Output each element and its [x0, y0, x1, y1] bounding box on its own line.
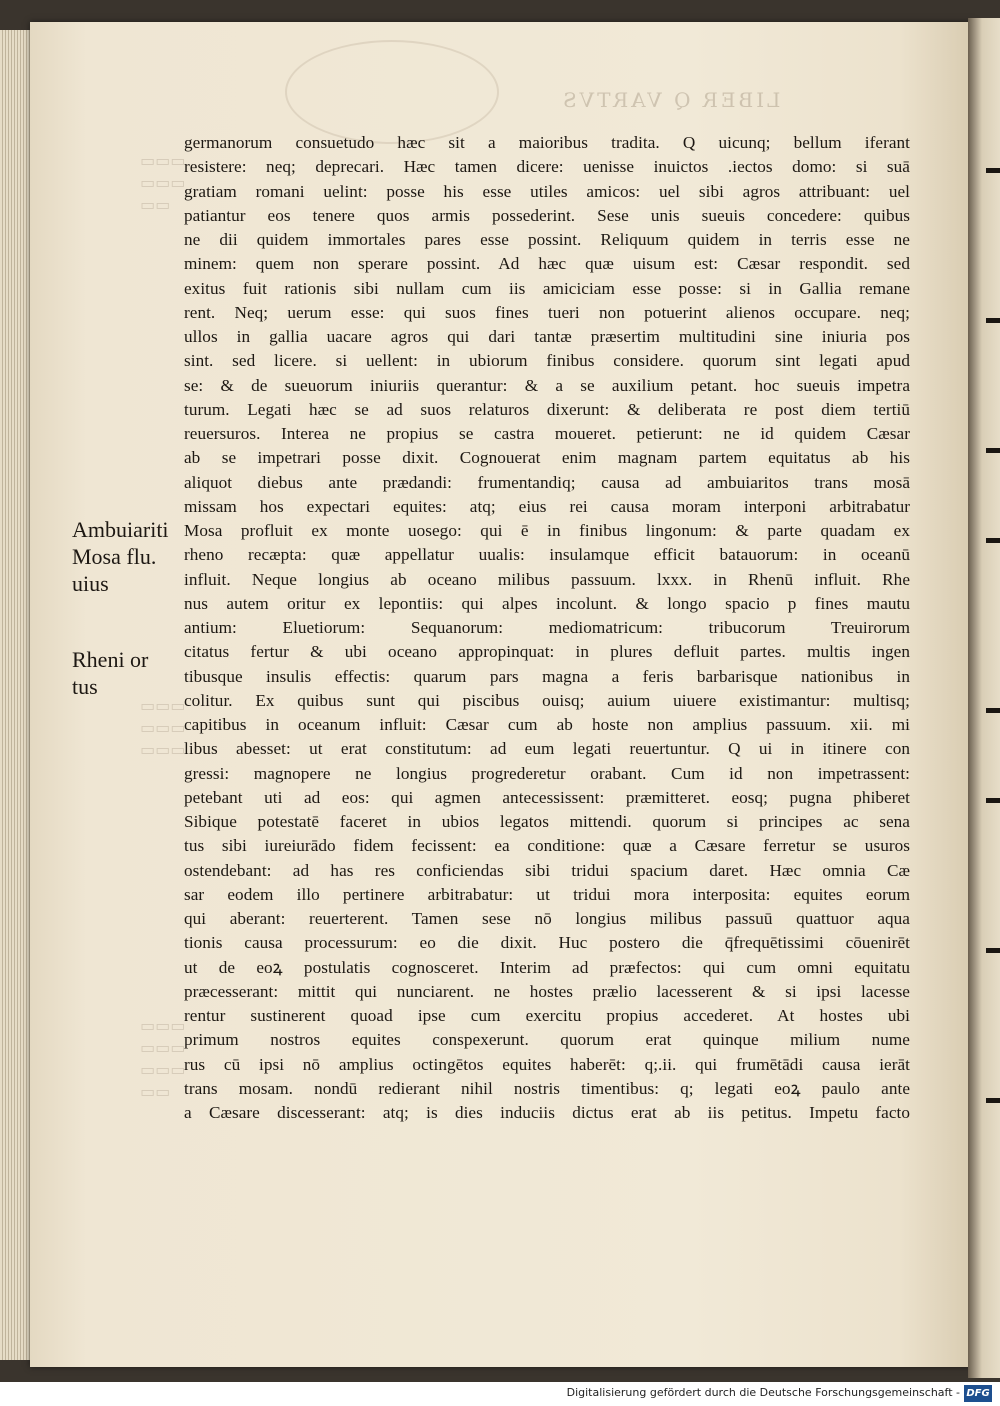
margin-note-line: tus [72, 674, 98, 699]
text-line: gressi: magnopere ne longius progrederetur orabant. Cum id non impetrassent: [184, 763, 910, 783]
text-line: qui aberant: reuerterent. Tamen sese nō longius milibus passuū quattuor aqua [184, 909, 910, 928]
show-through-margin: ▭▭▭ ▭▭▭ ▭▭▭ ▭▭ [140, 1016, 186, 1101]
text-line: præcesserant: mittit qui nunciarent. ne hostes prælio lacesserent & si ipsi lacesse [184, 981, 910, 1001]
text-line: rheno recæpta: quæ appellatur uualis: insulamque efficit batauorum: in oceanū [184, 545, 910, 565]
text-line: nus autem oritur ex lepontiis: qui alpes incolunt. & longo spacio p fines mautu [184, 593, 910, 613]
text-line: turum. Legati hæc se ad suos relaturos dixerunt: & deliberata re post diem tertiū [184, 399, 910, 419]
facing-page-glyph [986, 798, 1000, 803]
text-line: citatus fertur & ubi oceano appropinquat: in plures defluit partes. multis ingen [184, 642, 910, 662]
text-line: ut de eoꝝ postulatis cognosceret. Interim ad præfectos: qui cum omni equitatu [184, 957, 910, 977]
facing-page-glyph [986, 318, 1000, 323]
text-line: ullos in gallia uacare agros qui dari tantæ præsertim multitudini sine iniuria pos [184, 327, 910, 346]
text-line: germanorum consuetudo hæc sit a maioribus tradita. Q uicunq; bellum iferant [184, 133, 910, 152]
facing-page-glyph [986, 448, 1000, 453]
margin-note-rheni-ortus [72, 646, 148, 700]
text-line: trans mosam. nondū redierant nihil nostris timentibus: q; legati eoꝝ paulo ante [184, 1078, 910, 1098]
text-line: petebant uti ad eos: qui agmen antecessissent: præmitteret. eosq; pugna phiberet [184, 787, 910, 807]
text-line: rent. Neq; uerum esse: qui suos fines tueri non potuerint alienos occupare. neq; [184, 302, 910, 322]
facing-page-glyph [986, 708, 1000, 713]
text-line: capitibus in oceanum influit: Cæsar cum ab hoste non amplius passuum. xii. mi [184, 715, 910, 734]
show-through-stamp [285, 40, 499, 144]
text-line: sar eodem illo pertinere arbitrabatur: ut tridui mora interposita: equites eorum [184, 884, 910, 904]
text-line: tus sibi iureiurādo fidem fecissent: ea conditione: quæ a Cæsare ferretur se usuros [184, 836, 910, 856]
running-head-show-through: LIBER Q VARTVS [560, 88, 781, 112]
text-line: colitur. Ex quibus sunt qui piscibus ouisq; auium uiuere existimantur: multisq; [184, 690, 910, 710]
funding-credit: Digitalisierung gefördert durch die Deutsche Forschungsgemeinschaft - [566, 1386, 960, 1399]
text-line: a Cæsare discesserant: atq; is dies induciis dictus erat ab iis petitus. Impetu facto [184, 1103, 910, 1122]
text-line: ab se impetrari posse dixit. Cognouerat enim magnam partem equitatus ab his [184, 448, 910, 468]
facing-page-glyph [986, 948, 1000, 953]
dfg-logo-icon: DFG [964, 1385, 992, 1402]
text-line: tionis causa processurum: eo die dixit. Huc postero die q̄frequētissimi cōuenirēt [184, 933, 910, 953]
text-line: patiantur eos tenere quos armis possederint. Sese unis sueuis concedere: quibus [184, 205, 910, 225]
text-line: Sibique potestatē faceret in ubios legatos mittendi. quorum si principes ac sena [184, 812, 910, 831]
left-page-edges [0, 30, 34, 1360]
text-line: missam hos expectari equites: atq; eius rei causa moram interponi arbitrabatur [184, 496, 910, 516]
text-line: se: & de sueuorum iniuriis querantur: & a se auxilium petant. hoc sueuis impetra [184, 375, 910, 395]
margin-note-line: Mosa flu. [72, 544, 157, 569]
text-line: minem: quem non sperare possint. Ad hæc quæ uisum est: Cæsar respondit. sed [184, 254, 910, 274]
facing-page-glyph [986, 168, 1000, 173]
text-line: antium: Eluetiorum: Sequanorum: mediomatricum: tribucorum Treuirorum [184, 618, 910, 637]
show-through-margin: ▭▭▭ ▭▭▭ ▭▭▭ [140, 696, 186, 759]
text-line: gratiam romani uelint: posse his esse utiles amicos: uel sibi agros attribuant: uel [184, 181, 910, 201]
text-line: rus cū ipsi nō amplius octingētos equites haberēt: q;.ii. qui frumētādi causa ierāt [184, 1054, 910, 1074]
show-through-margin: ▭▭▭ ▭▭▭ ▭▭ [140, 151, 186, 214]
facing-page-glyph [986, 538, 1000, 543]
text-line: ne dii quidem immortales pares esse possint. Reliquum quidem in terris esse ne [184, 230, 910, 249]
margin-note-line: Ambuiariti [72, 517, 169, 542]
text-line: resistere: neq; deprecari. Hæc tamen dicere: uenisse inuictos .iectos domo: si suā [184, 157, 910, 177]
text-line: influit. Neque longius ab oceano milibus passuum. lxxx. in Rhenū influit. Rhe [184, 569, 910, 589]
facing-page-edge [968, 18, 1000, 1378]
facing-page-glyph [986, 1098, 1000, 1103]
text-line: reuersuros. Interea ne propius se castra moueret. petierunt: ne id quidem Cæsar [184, 424, 910, 443]
text-line: libus abesset: ut erat constitutum: ad eum legati reuertuntur. Q ui in itinere con [184, 739, 910, 759]
margin-note-line: Rheni or [72, 647, 149, 672]
text-line: aliquot diebus ante prædandi: frumentandiq; causa ad ambuiaritos trans mosā [184, 472, 910, 492]
text-line: exitus fuit rationis sibi nullam cum iis amiciciam esse posse: si in Gallia remane [184, 278, 910, 298]
text-line: ostendebant: ad has res conficiendas sibi tridui spacium daret. Hæc omnia Cæ [184, 860, 910, 880]
text-line: tibusque insulis effectis: quarum pars magna a feris barbarisque nationibus in [184, 666, 910, 686]
text-line: primum nostros equites conspexerunt. quorum erat quinque milium nume [184, 1030, 910, 1050]
text-line: Mosa profluit ex monte uosego: qui ē in finibus lingonum: & parte quadam ex [184, 521, 910, 540]
footer-bar [0, 1382, 1000, 1406]
margin-note-line: uius [72, 571, 109, 596]
text-line: sint. sed licere. si uellent: in ubiorum finibus considere. quorum sint legati apud [184, 351, 910, 371]
main-text-block [184, 131, 910, 1125]
text-line: rentur sustinerent quoad ipse cum exercitu propius accederet. At hostes ubi [184, 1006, 910, 1025]
margin-note-ambuiariti [72, 516, 169, 597]
